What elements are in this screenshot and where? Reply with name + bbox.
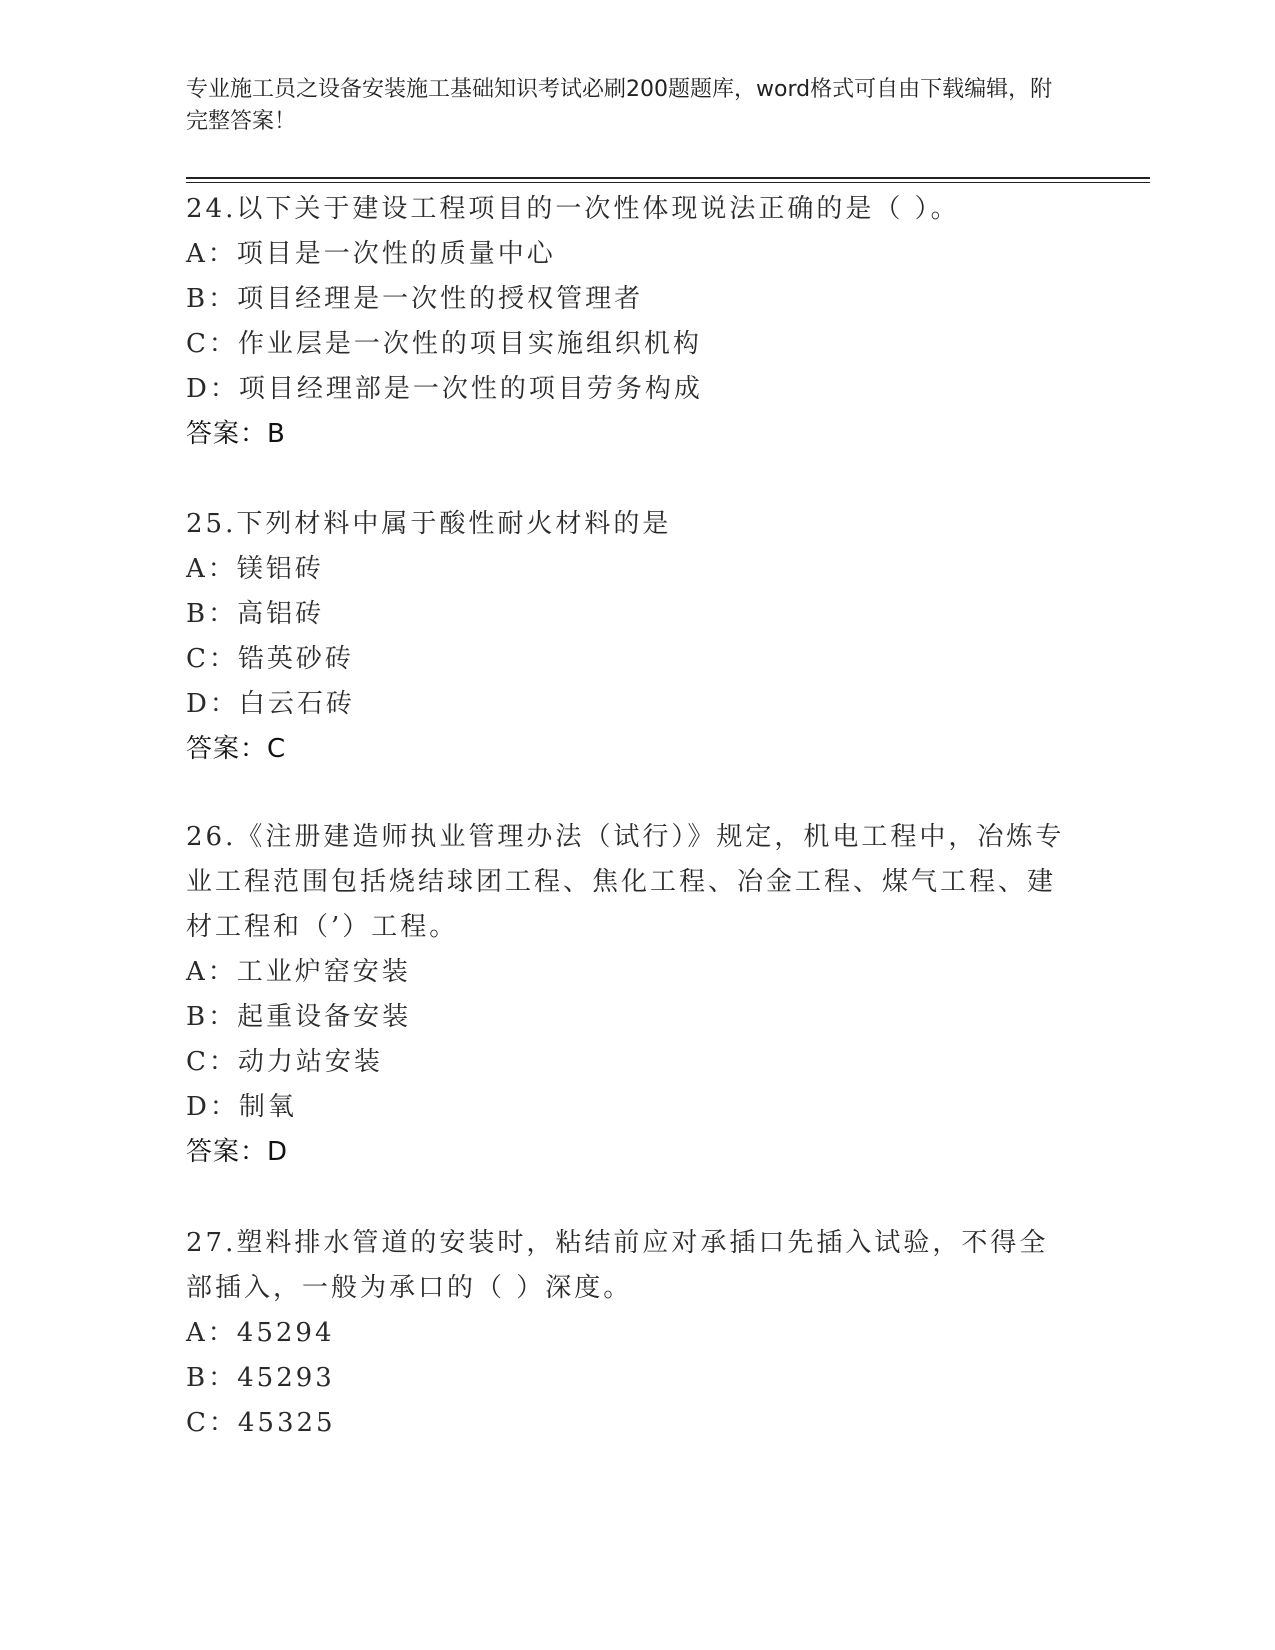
option-d: D：项目经理部是一次性的项目劳务构成 [186,374,703,404]
option-b: B：45293 [186,1363,335,1393]
option-a: A：项目是一次性的质量中心 [186,239,556,269]
option-a: A：镁铝砖 [186,554,324,584]
question-26 [186,815,1076,1175]
option-b: B：高铝砖 [186,599,325,629]
question-24 [186,187,1076,457]
question-text: 26.《注册建造师执业管理办法（试行）》规定，机电工程中，冶炼专业工程范围包括烧结球团工程、焦化工程、冶金工程、煤气工程、建材工程和（’）工程。 [186,822,1065,942]
option-a: A：工业炉窑安装 [186,957,411,987]
header-divider-thick [186,177,1150,179]
question-text: 27.塑料排水管道的安装时，粘结前应对承插口先插入试验，不得全部插入，一般为承口的（ ）深度。 [186,1228,1049,1303]
answer-label: 答案：D [186,1137,289,1167]
question-text: 24.以下关于建设工程项目的一次性体现说法正确的是（ ）。 [186,194,960,224]
option-d: D：制氧 [186,1092,297,1122]
question-27 [186,1221,1076,1446]
option-c: C：作业层是一次性的项目实施组织机构 [186,329,702,359]
option-b: B：起重设备安装 [186,1002,412,1032]
question-text: 25.下列材料中属于酸性耐火材料的是 [186,509,672,539]
option-c: C：45325 [186,1408,336,1438]
option-a: A：45294 [186,1318,335,1348]
answer-label: 答案：C [186,734,287,764]
answer-label: 答案：B [186,419,286,449]
document-header: 专业施工员之设备安装施工基础知识考试必刷200题题库，word格式可自由下载编辑，附完整答案！ [186,77,1053,134]
option-c: C：锆英砂砖 [186,644,354,674]
option-c: C：动力站安装 [186,1047,383,1077]
option-b: B：项目经理是一次性的授权管理者 [186,284,644,314]
option-d: D：白云石砖 [186,689,355,719]
header-divider-thin [186,182,1150,183]
question-25 [186,502,1076,772]
